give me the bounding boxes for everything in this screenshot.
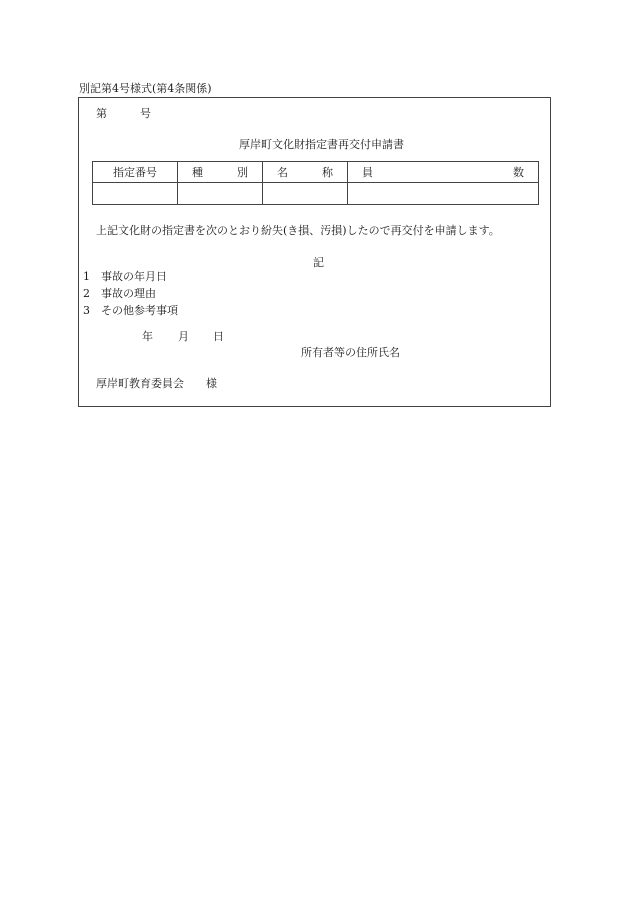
designation-table xyxy=(92,161,539,205)
cell-type[interactable] xyxy=(178,183,263,205)
number-suffix: 号 xyxy=(140,107,151,120)
table-row xyxy=(93,183,539,205)
list-item: 3 その他参考事項 xyxy=(83,304,178,317)
header-name: 名 称 xyxy=(263,162,348,183)
number-prefix: 第 xyxy=(96,107,107,120)
cell-designation-number[interactable] xyxy=(93,183,178,205)
date-day: 日 xyxy=(213,330,224,343)
header-designation-number: 指定番号 xyxy=(93,162,178,183)
addressee xyxy=(96,375,217,391)
header-count: 員 数 xyxy=(348,162,539,183)
ki-heading: 記 xyxy=(313,256,324,269)
cell-name[interactable] xyxy=(263,183,348,205)
addressee-honorific: 様 xyxy=(206,377,217,390)
date-month: 月 xyxy=(178,330,189,343)
application-form xyxy=(78,97,551,407)
header-type: 種 別 xyxy=(178,162,263,183)
date-line xyxy=(142,328,224,344)
document-title: 厚岸町文化財指定書再交付申請書 xyxy=(239,138,404,151)
cell-count[interactable] xyxy=(348,183,539,205)
owner-label: 所有者等の住所氏名 xyxy=(301,346,400,359)
addressee-name: 厚岸町教育委員会 xyxy=(96,377,184,390)
list-item: 1 事故の年月日 xyxy=(83,270,167,283)
list-item: 2 事故の理由 xyxy=(83,287,156,300)
body-text: 上記文化財の指定書を次のとおり紛失(き損、汚損)したので再交付を申請します。 xyxy=(96,224,500,237)
number-line xyxy=(96,105,151,121)
form-label: 別記第4号様式(第4条関係) xyxy=(79,82,212,95)
items-list xyxy=(83,268,178,319)
date-year: 年 xyxy=(142,330,153,343)
table-header-row xyxy=(93,162,539,183)
